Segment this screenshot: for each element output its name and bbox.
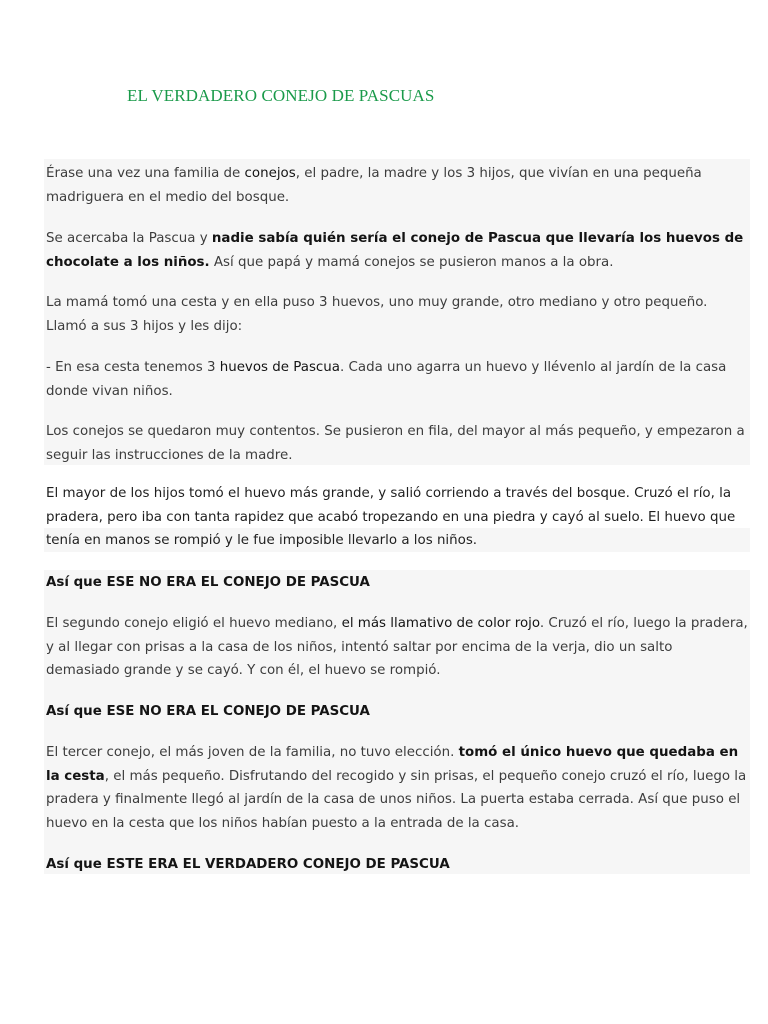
emphasis-nadie-sabia: nadie sabía quién sería el conejo de Pascua que llevaría los huevos de chocolate a los niños.	[46, 231, 744, 270]
paragraph-5: Los conejos se quedaron muy contentos. Se pusieron en fila, del mayor al más pequeño, y empezaron a seguir las instrucciones de la madre.	[46, 424, 745, 463]
page-title: EL VERDADERO CONEJO DE PASCUAS	[127, 86, 435, 105]
highlight-llamativo: el más llamativo de color rojo	[341, 616, 540, 631]
emphasis-unico-huevo: tomó el único huevo que quedaba en la cesta	[46, 745, 739, 784]
paragraph-7: El segundo conejo eligió el huevo mediano, el más llamativo de color rojo. Cruzó el río, luego la pradera, y al llegar con prisas a la casa de los niños, intentó saltar por encima de la verja, dio un salto demasiado grande y se cayó. Y con él, el huevo se rompió.	[46, 616, 748, 678]
heading-2: Así que ESE NO ERA EL CONEJO DE PASCUA	[46, 704, 370, 719]
paragraph-8: El tercer conejo, el más joven de la familia, no tuvo elección. tomó el único huevo que quedaba en la cesta, el más pequeño. Disfrutando del recogido y sin prisas, el pequeño conejo cruzó el río, luego la pradera y finalmente llegó al jardín de la casa de unos niños. La puerta estaba cerrada. Así que puso el huevo en la cesta que los niños habían puesto a la entrada de la casa.	[46, 745, 747, 831]
heading-1: Así que ESE NO ERA EL CONEJO DE PASCUA	[46, 575, 370, 590]
paragraph-4: - En esa cesta tenemos 3 huevos de Pascua. Cada uno agarra un huevo y llévenlo al jardín de la casa donde vivan niños.	[46, 360, 727, 399]
highlight-huevos-de-pascua: huevos de Pascua	[219, 360, 340, 375]
highlight-conejos: conejos	[244, 166, 296, 181]
paragraph-3: La mamá tomó una cesta y en ella puso 3 huevos, uno muy grande, otro mediano y otro pequeño. Llamó a sus 3 hijos y les dijo:	[46, 295, 708, 334]
paragraph-1: Érase una vez una familia de conejos, el padre, la madre y los 3 hijos, que vivían en una pequeña madriguera en el medio del bosque.	[46, 166, 702, 205]
paragraph-6: El mayor de los hijos tomó el huevo más grande, y salió corriendo a través del bosque. Cruzó el río, la pradera, pero iba con tanta rapidez que acabó tropezando en una piedra y cayó al suelo. El huevo que tenía en manos se rompió y le fue imposible llevarlo a los niños.	[46, 486, 736, 548]
paragraph-2: Se acercaba la Pascua y nadie sabía quién sería el conejo de Pascua que llevaría los huevos de chocolate a los niños. Así que papá y mamá conejos se pusieron manos a la obra.	[46, 231, 744, 270]
heading-3: Así que ESTE ERA EL VERDADERO CONEJO DE PASCUA	[46, 857, 450, 872]
